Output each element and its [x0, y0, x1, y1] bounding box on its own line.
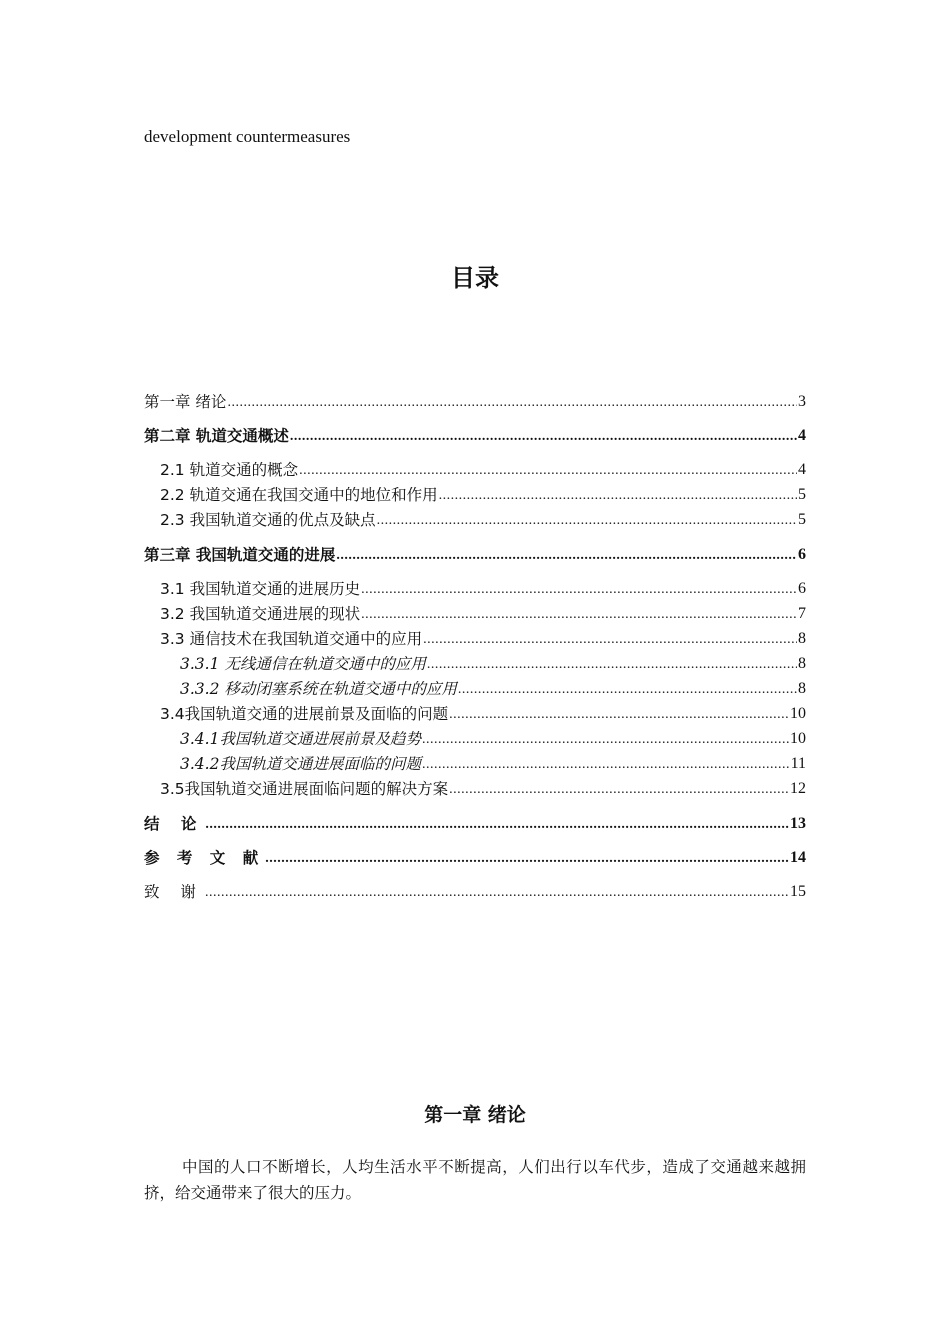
toc-leader-dots — [449, 781, 789, 799]
toc-leader-dots — [299, 462, 797, 480]
toc-entry-page: 4 — [798, 461, 806, 478]
chapter-title: 第一章 绪论 — [424, 1104, 526, 1126]
toc-entry-page: 10 — [790, 705, 806, 722]
toc-leader-dots — [361, 606, 797, 624]
toc-entry-page: 4 — [798, 427, 806, 444]
toc-leader-dots — [361, 581, 797, 599]
toc-entry-page: 8 — [798, 680, 806, 697]
toc-entry-page: 13 — [790, 815, 806, 832]
toc-leader-dots — [290, 428, 797, 446]
toc-leader-dots — [458, 681, 797, 699]
toc-entry-label: 致 谢 — [144, 883, 204, 901]
toc-entry-label: 参 考 文 献 — [144, 849, 265, 867]
toc-entry-label: 3.4我国轨道交通的进展前景及面临的问题 — [160, 705, 449, 723]
toc-leader-dots — [377, 512, 797, 530]
toc-entry-3-3[interactable] — [144, 625, 806, 649]
toc-leader-dots — [449, 706, 789, 724]
toc-leader-dots — [423, 631, 797, 649]
toc-entry-label: 2.1 轨道交通的概念 — [160, 461, 299, 479]
toc-leader-dots — [205, 884, 789, 902]
toc-entry-3-4[interactable] — [144, 700, 806, 724]
toc-entry-page: 7 — [798, 605, 806, 622]
toc-entry-label: 第一章 绪论 — [144, 393, 227, 411]
toc-entry-label: 3.3 通信技术在我国轨道交通中的应用 — [160, 630, 423, 648]
toc-entry-label: 3.2 我国轨道交通进展的现状 — [160, 605, 361, 623]
toc-entry-label: 3.4.1我国轨道交通进展前景及趋势 — [180, 730, 421, 748]
toc-entry-label: 2.2 轨道交通在我国交通中的地位和作用 — [160, 486, 438, 504]
toc-entry-2-2[interactable] — [144, 481, 806, 505]
toc-entry-label: 3.4.2我国轨道交通进展面临的问题 — [180, 755, 421, 773]
toc-entry-page: 14 — [790, 849, 806, 866]
toc-entry-page: 10 — [790, 730, 806, 747]
toc-entry-acknowledgements[interactable] — [144, 878, 806, 902]
toc-leader-dots — [422, 756, 790, 774]
toc-entry-label: 2.3 我国轨道交通的优点及缺点 — [160, 511, 376, 529]
toc-entry-2-3[interactable] — [144, 506, 806, 530]
body-paragraph: 中国的人口不断增长，人均生活水平不断提高，人们出行以车代步，造成了交通越来越拥挤，给交通带来了很大的压力。 — [144, 1158, 806, 1202]
toc-entry-chapter-2[interactable] — [144, 422, 806, 446]
toc-entry-chapter-3[interactable] — [144, 541, 806, 565]
toc-entry-3-2[interactable] — [144, 600, 806, 624]
toc-entry-3-3-1[interactable] — [144, 650, 806, 674]
toc-leader-dots — [439, 487, 797, 505]
toc-entry-label: 3.5我国轨道交通进展面临问题的解决方案 — [160, 780, 449, 798]
toc-entry-label: 3.1 我国轨道交通的进展历史 — [160, 580, 361, 598]
toc-entry-page: 8 — [798, 655, 806, 672]
toc-leader-dots — [336, 547, 797, 565]
toc-leader-dots — [265, 850, 789, 868]
toc-entry-page: 3 — [798, 393, 806, 410]
toc-title: 目录 — [451, 264, 499, 292]
toc-entry-page: 6 — [798, 580, 806, 597]
toc-entry-label: 结 论 — [144, 815, 205, 833]
toc-entry-references[interactable] — [144, 844, 806, 868]
toc-entry-label: 第三章 我国轨道交通的进展 — [144, 546, 336, 564]
toc-entry-page: 12 — [790, 780, 806, 797]
toc-entry-page: 15 — [790, 883, 806, 900]
toc-entry-3-4-2[interactable] — [144, 750, 806, 774]
toc-entry-3-3-2[interactable] — [144, 675, 806, 699]
toc-entry-3-4-1[interactable] — [144, 725, 806, 749]
toc-leader-dots — [227, 394, 797, 412]
toc-leader-dots — [205, 816, 789, 834]
toc-entry-label: 3.3.2 移动闭塞系统在轨道交通中的应用 — [180, 680, 457, 698]
toc-entry-page: 5 — [798, 486, 806, 503]
toc-entry-conclusion[interactable] — [144, 810, 806, 834]
toc-entry-page: 11 — [790, 755, 806, 772]
toc-leader-dots — [422, 731, 789, 749]
toc-entry-3-5[interactable] — [144, 775, 806, 799]
previous-page-text: development countermeasures — [144, 127, 351, 146]
toc-entry-page: 8 — [798, 630, 806, 647]
toc-leader-dots — [427, 656, 797, 674]
toc-entry-page: 6 — [798, 546, 806, 563]
toc-entry-2-1[interactable] — [144, 456, 806, 480]
toc-entry-page: 5 — [798, 511, 806, 528]
toc-entry-label: 第二章 轨道交通概述 — [144, 427, 289, 445]
toc-entry-chapter-1[interactable] — [144, 388, 806, 412]
toc-entry-3-1[interactable] — [144, 575, 806, 599]
toc-entry-label: 3.3.1 无线通信在轨道交通中的应用 — [180, 655, 426, 673]
